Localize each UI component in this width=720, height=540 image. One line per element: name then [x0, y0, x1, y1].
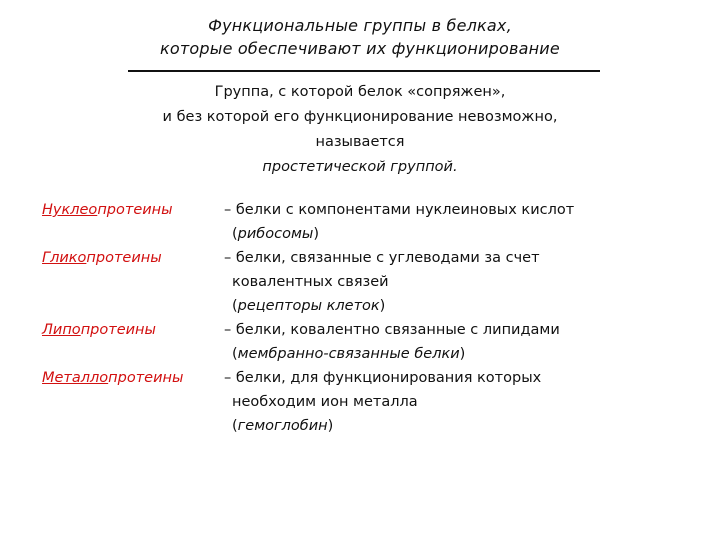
def-glycoproteins-example — [232, 294, 385, 318]
intro-definition — [0, 80, 720, 180]
term-metalloproteins — [42, 366, 183, 390]
example-text: мембранно-связанные белки — [237, 346, 460, 362]
def-glycoproteins-line-2: ковалентных связей — [232, 274, 389, 290]
term-suffix: протеины — [80, 322, 156, 338]
def-nucleoproteins-line-1: – белки с компонентами нуклеиновых кислот — [224, 202, 575, 218]
def-glycoproteins-line-1: – белки, связанные с углеводами за счет — [224, 250, 540, 266]
def-lipoproteins-example — [232, 342, 465, 366]
term-nucleoproteins — [42, 198, 173, 222]
def-metalloproteins-line-2: необходим ион металла — [232, 394, 418, 410]
term-glycoproteins — [42, 246, 162, 270]
paren-open: ( — [232, 226, 238, 242]
paren-open: ( — [232, 418, 238, 434]
paren-close: ) — [379, 298, 386, 314]
title-underline — [128, 70, 600, 72]
paren-close: ) — [327, 418, 334, 434]
intro-line-3: называется — [315, 134, 405, 150]
term-lipoproteins — [42, 318, 156, 342]
def-nucleoproteins-example — [232, 222, 319, 246]
slide-title-line-1: Функциональные группы в белках, — [208, 16, 512, 35]
example-text: рибосомы — [237, 226, 314, 242]
def-lipoproteins-line-1: – белки, ковалентно связанные с липидами — [224, 322, 560, 338]
term-suffix: протеины — [108, 370, 184, 386]
def-metalloproteins-example — [232, 414, 333, 438]
slide-title-line-2: которые обеспечивают их функционирование — [160, 39, 560, 58]
term-suffix: протеины — [86, 250, 162, 266]
example-text: гемоглобин — [237, 418, 328, 434]
paren-close: ) — [459, 346, 466, 362]
term-prefix: Металло — [42, 370, 109, 386]
intro-line-1: Группа, с которой белок «сопряжен», — [214, 84, 506, 100]
term-prefix: Липо — [42, 322, 81, 338]
term-suffix: протеины — [97, 202, 173, 218]
paren-open: ( — [232, 346, 238, 362]
paren-close: ) — [313, 226, 320, 242]
slide-title — [0, 14, 720, 60]
example-text: рецепторы клеток — [237, 298, 380, 314]
term-prefix: Глико — [42, 250, 87, 266]
intro-line-2: и без которой его функционирование невозможно, — [162, 109, 558, 125]
def-metalloproteins-line-1: – белки, для функционирования которых — [224, 370, 542, 386]
term-prefix: Нуклео — [42, 202, 98, 218]
paren-open: ( — [232, 298, 238, 314]
intro-term-prosthetic-group: простетической группой. — [262, 159, 458, 175]
